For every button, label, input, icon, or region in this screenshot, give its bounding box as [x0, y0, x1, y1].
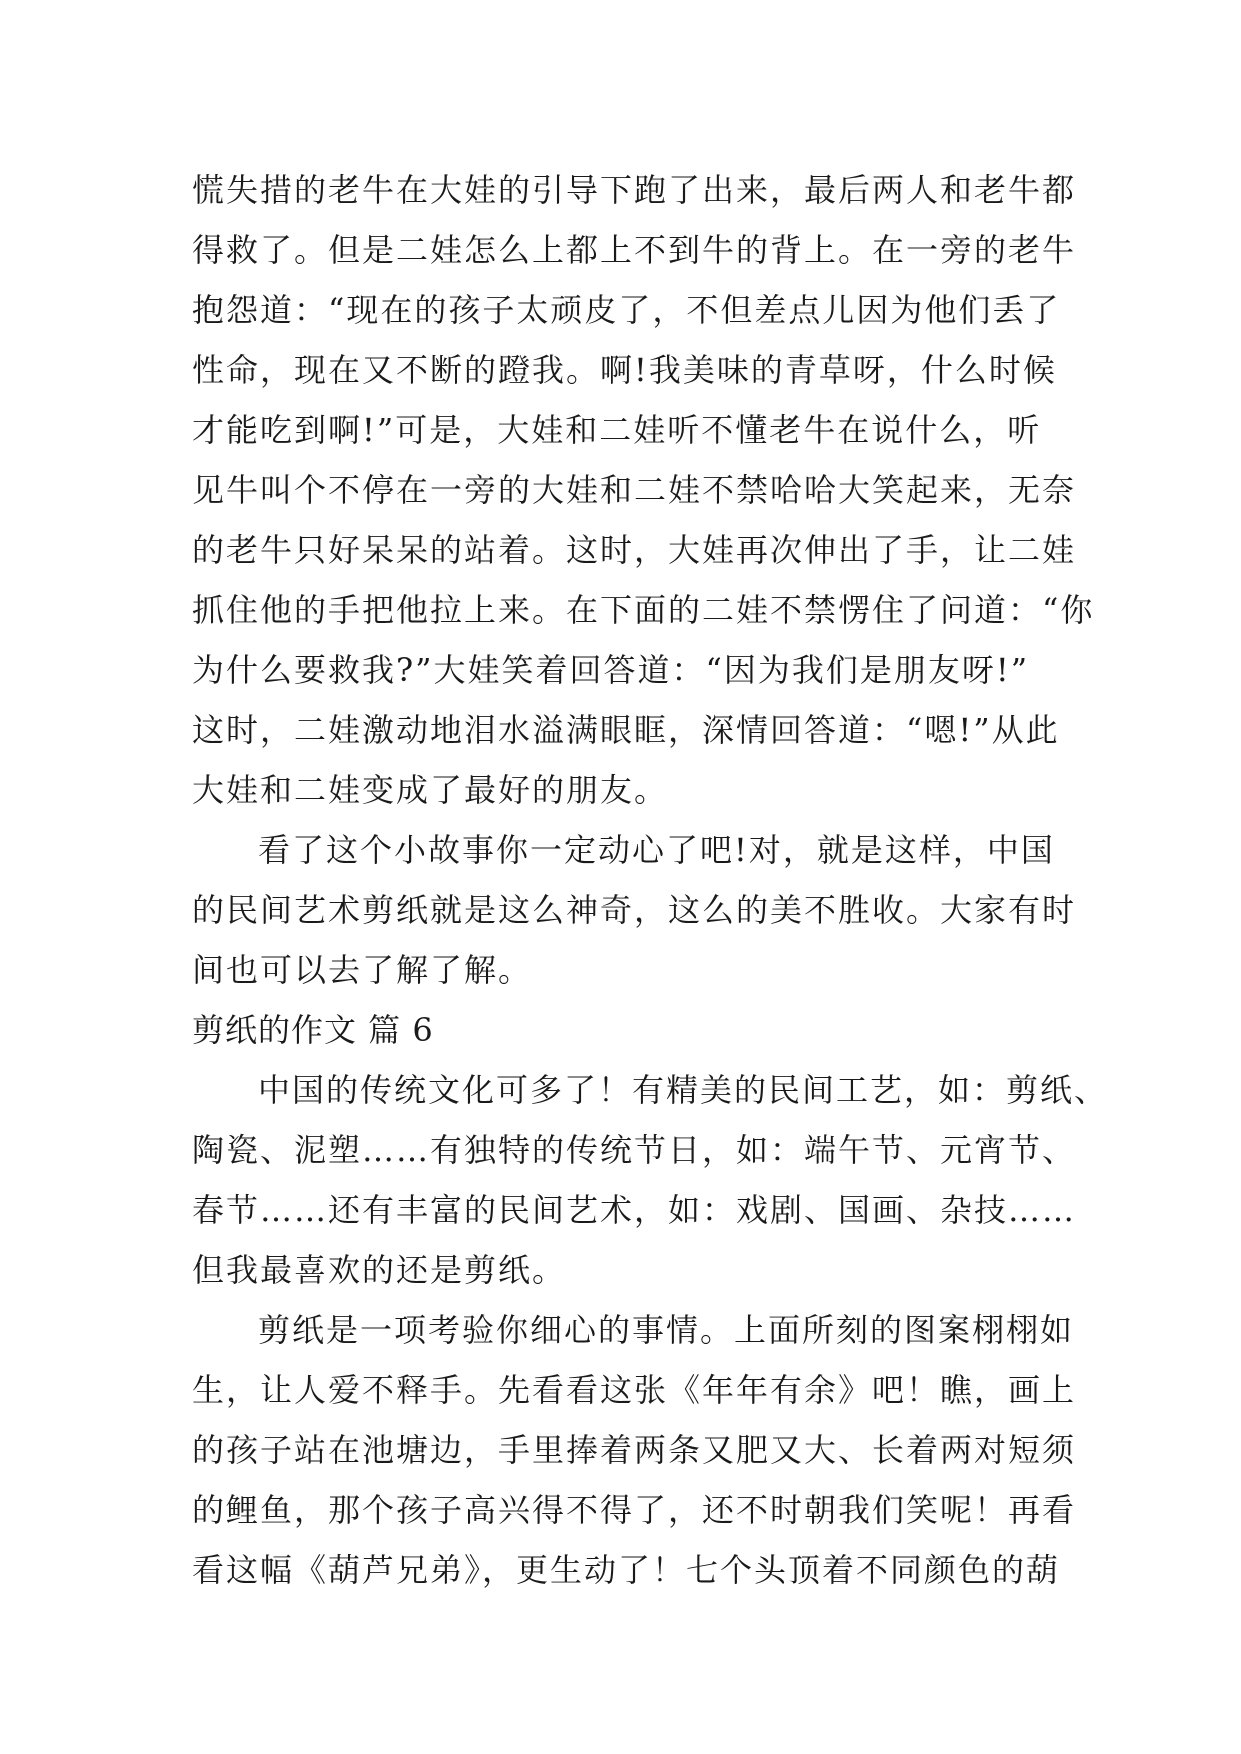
section-heading: 剪纸的作文 篇 6	[192, 1011, 434, 1049]
text-line: 为什么要救我?”大娃笑着回答道：“因为我们是朋友呀!”	[192, 651, 1030, 689]
text-line: 生，让人爱不释手。先看看这张《年年有余》吧！瞧，画上	[192, 1371, 1077, 1409]
text-line: 性命，现在又不断的蹬我。啊!我美味的青草呀，什么时候	[192, 351, 1057, 389]
text-line: 抱怨道：“现在的孩子太顽皮了，不但差点儿因为他们丢了	[192, 291, 1061, 329]
text-line: 的孩子站在池塘边，手里捧着两条又肥又大、长着两对短须	[192, 1431, 1077, 1469]
text-line: 陶瓷、泥塑……有独特的传统节日，如：端午节、元宵节、	[192, 1131, 1077, 1169]
text-line: 得救了。但是二娃怎么上都上不到牛的背上。在一旁的老牛	[192, 231, 1077, 269]
text-line: 的鲤鱼，那个孩子高兴得不得了，还不时朝我们笑呢！再看	[192, 1491, 1077, 1529]
text-line: 间也可以去了解了解。	[192, 951, 533, 989]
paragraph-intro	[192, 1060, 1109, 1300]
text-line: 大娃和二娃变成了最好的朋友。	[192, 771, 669, 809]
text-line: 春节……还有丰富的民间艺术，如：戏剧、国画、杂技……	[192, 1191, 1077, 1229]
text-line: 的老牛只好呆呆的站着。这时，大娃再次伸出了手，让二娃	[192, 531, 1077, 569]
text-line: 剪纸是一项考验你细心的事情。上面所刻的图案栩栩如	[258, 1311, 1075, 1349]
text-line: 见牛叫个不停在一旁的大娃和二娃不禁哈哈大笑起来，无奈	[192, 471, 1077, 509]
document-body	[192, 160, 1109, 1600]
text-line: 看了这个小故事你一定动心了吧!对，就是这样，中国	[258, 831, 1055, 869]
text-line: 中国的传统文化可多了！有精美的民间工艺，如：剪纸、	[258, 1071, 1109, 1109]
text-line: 看这幅《葫芦兄弟》，更生动了！七个头顶着不同颜色的葫	[192, 1551, 1061, 1589]
text-line: 但我最喜欢的还是剪纸。	[192, 1251, 567, 1289]
text-line: 的民间艺术剪纸就是这么神奇，这么的美不胜收。大家有时	[192, 891, 1077, 929]
text-line: 慌失措的老牛在大娃的引导下跑了出来，最后两人和老牛都	[192, 171, 1077, 209]
paragraph-papercut-description	[192, 1300, 1077, 1600]
text-line: 才能吃到啊!”可是，大娃和二娃听不懂老牛在说什么，听	[192, 411, 1042, 449]
text-line: 这时，二娃激动地泪水溢满眼眶，深情回答道：“嗯!”从此	[192, 711, 1060, 749]
text-line: 抓住他的手把他拉上来。在下面的二娃不禁愣住了问道：“你	[192, 591, 1095, 629]
paragraph-story-end	[192, 160, 1095, 820]
paragraph-conclusion	[192, 820, 1077, 1000]
